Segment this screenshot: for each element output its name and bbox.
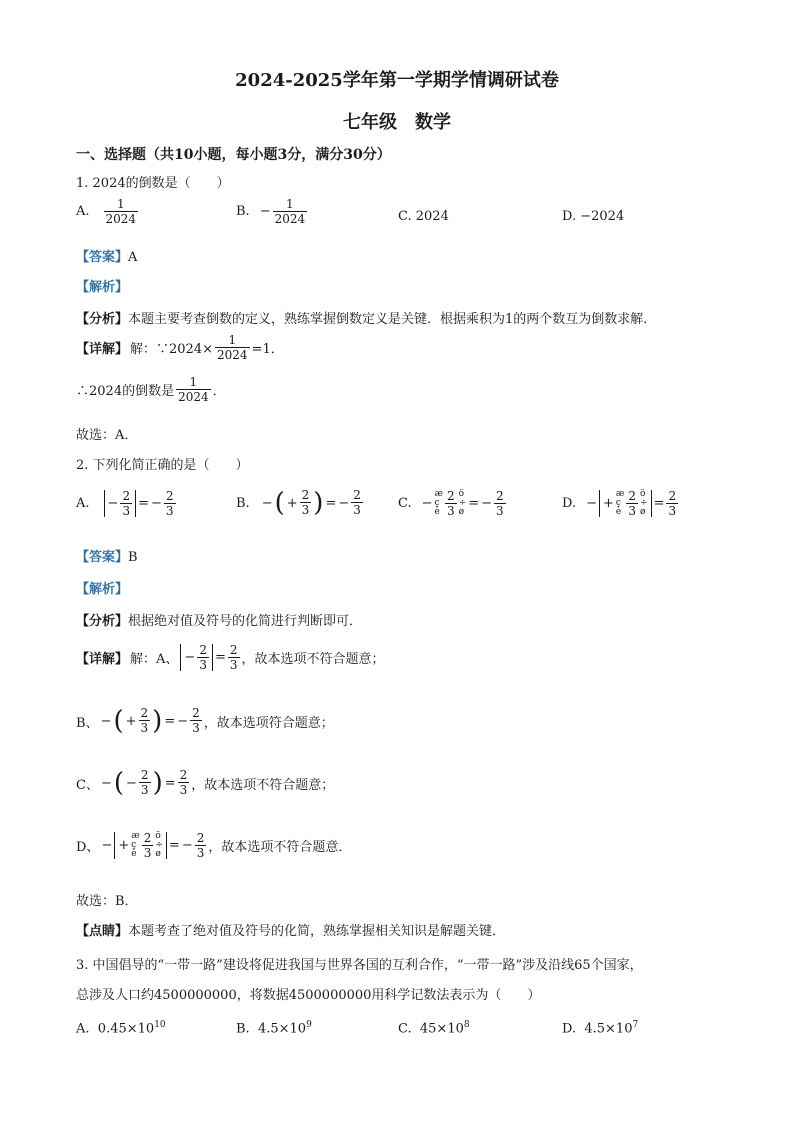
fraction: $\frac{2}{3}$: [353, 488, 361, 517]
fraction: $\frac{2}{3}$: [165, 489, 174, 518]
q1-option-d: D. −2024: [562, 209, 625, 224]
q3-option-c: C. $45\times 10^8$: [398, 1020, 470, 1037]
fraction: $\frac{1}{2024}$: [217, 333, 248, 362]
q1-analysis-tag: 【解析】: [76, 280, 129, 295]
q3-option-a: A. $0.45\times 10^{10}$: [76, 1020, 166, 1037]
q2-choose: 故选：B．: [76, 894, 138, 909]
q1-xiangjie: 【详解】 解：∵2024× $\frac{1}{2024}$ =1．: [76, 333, 284, 362]
fraction: $\frac{2}{3}$: [179, 768, 188, 797]
q1-therefore: ∴2024的倒数是 $\frac{1}{2024}$ ．: [76, 375, 226, 404]
q3-stem-line1: 3. 中国倡导的“一带一路”建设将促进我国与世界各国的互利合作，“一带一路”涉及沿线65个国家，: [76, 958, 643, 973]
fraction: $\frac{2}{3}$: [496, 489, 504, 518]
page-title: 2024-2025学年第一学期学情调研试卷: [235, 70, 559, 91]
q2-detail-d: D、 − + æ ç è $\frac{2}{3}$ ö ÷ ø = − $\frac{2}{3}$ ，故本选项不符合题意．: [76, 831, 352, 860]
q2-detail-c: C、 − ( − $\frac{2}{3}$ ) = $\frac{2}{3}$ ，故本选项不符合题意；: [76, 768, 335, 798]
fraction: $\frac{1}{2024}$: [178, 375, 209, 404]
q1-choose: 故选：A．: [76, 428, 138, 443]
q2-option-c: C. − æ ç è $\frac{2}{3}$ ö ÷ ø = − $\frac{2}{3}$: [398, 489, 504, 518]
fraction: $\frac{2}{3}$: [301, 488, 310, 517]
fraction: $\frac{2}{3}$: [447, 489, 455, 518]
q1-option-a: [76, 198, 138, 225]
fraction: $\frac{2}{3}$: [140, 768, 149, 797]
fraction: $\frac{1}{2024}$: [105, 197, 137, 226]
q1-fenxi: 【分析】本题主要考查倒数的定义，熟练掌握倒数定义是关键．根据乘积为1的两个数互为倒数求解．: [76, 312, 657, 327]
q2-option-b: B. − ( + $\frac{2}{3}$ ) = − $\frac{2}{3}$: [236, 488, 361, 518]
abs-value: − $\frac{2}{3}$: [180, 644, 213, 671]
q2-option-a: A. − $\frac{2}{3}$ = − $\frac{2}{3}$: [76, 489, 174, 518]
q2-fenxi: 【分析】根据绝对值及符号的化简进行判断即可．: [76, 614, 363, 629]
fraction: $\frac{2}{3}$: [192, 706, 200, 735]
abs-value: + æ ç è $\frac{2}{3}$ ö ÷ ø: [599, 490, 652, 517]
q2-option-d: D. − + æ ç è $\frac{2}{3}$ ö ÷ ø = $\frac{2}{3}$: [562, 489, 677, 518]
q2-stem: 2. 下列化简正确的是（ ）: [76, 458, 249, 473]
q3-option-d: D. $4.5\times 10^7$: [562, 1020, 639, 1037]
fraction: $\frac{2}{3}$: [668, 489, 677, 518]
abs-value: + æ ç è $\frac{2}{3}$ ö ÷ ø: [114, 832, 167, 859]
fraction: $\frac{1}{2024}$: [274, 197, 306, 226]
q2-detail-a: 【详解】 解：A、 − $\frac{2}{3}$ = $\frac{2}{3}$ ，故本选项不符合题意；: [76, 643, 385, 672]
q2-answer: 【答案】B: [76, 550, 138, 565]
minus-sign: −: [259, 204, 271, 220]
option-label: A.: [76, 204, 90, 220]
option-label: B.: [236, 204, 250, 220]
q2-dianjing: 【点睛】本题考查了绝对值及符号的化简，熟练掌握相关知识是解题关键．: [76, 924, 506, 939]
q1-stem: 1. 2024的倒数是（ ）: [76, 176, 230, 191]
q1-option-b: [236, 198, 307, 225]
fraction: $\frac{2}{3}$: [229, 643, 238, 672]
page-subtitle: 七年级 数学: [343, 112, 451, 133]
q2-detail-b: B、 − ( + $\frac{2}{3}$ ) = − $\frac{2}{3}$ ，故本选项符合题意；: [76, 706, 334, 736]
q1-option-c: C. 2024: [398, 209, 449, 224]
abs-value: − $\frac{2}{3}$: [104, 490, 137, 517]
fraction: $\frac{2}{3}$: [196, 831, 205, 860]
q1-answer: 【答案】A: [76, 250, 138, 265]
q2-analysis-tag: 【解析】: [76, 582, 129, 597]
section-heading: 一、选择题（共10小题，每小题3分，满分30分）: [76, 147, 391, 163]
q3-option-b: B. $4.5\times 10^9$: [236, 1020, 312, 1037]
q3-stem-line2: 总涉及人口约4500000000，将数据4500000000用科学记数法表示为（ ）: [76, 988, 541, 1003]
fraction: $\frac{2}{3}$: [140, 706, 149, 735]
